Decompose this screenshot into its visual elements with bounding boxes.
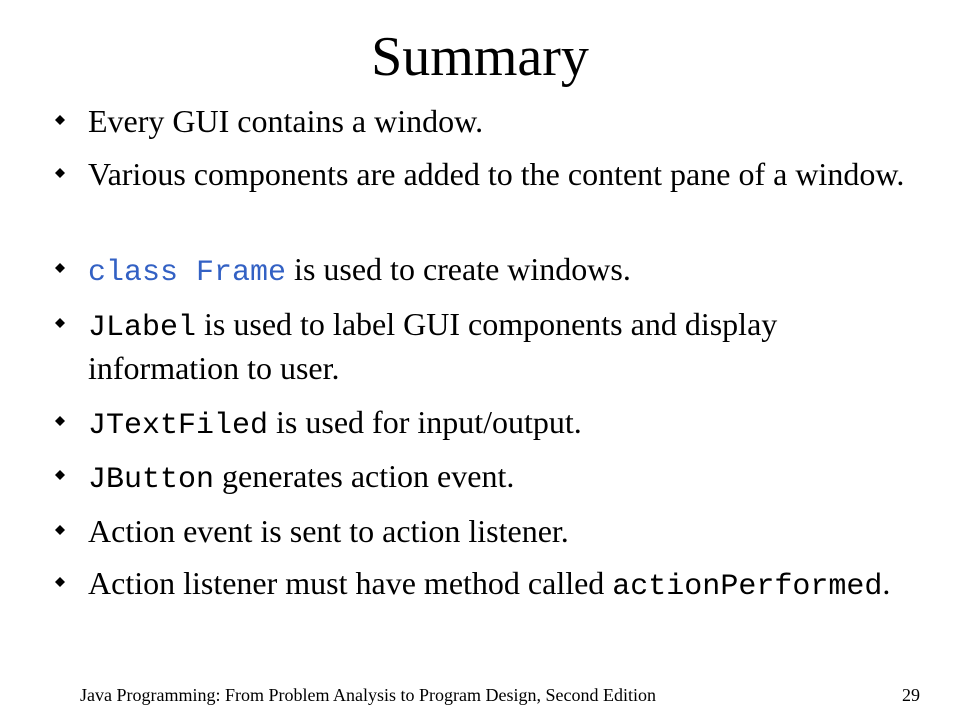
bullet-item (55, 304, 935, 388)
bullet-suffix: . (882, 565, 891, 601)
bullet-text (88, 563, 935, 607)
bullet-label: Every GUI contains a window. (88, 103, 484, 139)
code-keyword: class Frame (88, 256, 287, 290)
diamond-bullet-icon (55, 470, 65, 480)
bullet-label: is used to create windows. (286, 251, 631, 287)
bullet-item (55, 563, 935, 607)
bullet-text (88, 511, 935, 551)
bullet-label: Various components are added to the content pane of a window. (88, 156, 905, 192)
bullet-item (55, 249, 935, 293)
bullet-label: is used to label GUI components and display information to user. (88, 306, 778, 386)
bullet-label: is used for input/output. (268, 404, 582, 440)
bullet-text (88, 154, 935, 194)
diamond-bullet-icon (55, 416, 65, 426)
bullet-text (88, 456, 935, 500)
diamond-bullet-icon (55, 577, 65, 587)
diamond-bullet-icon (55, 115, 65, 125)
code-keyword: actionPerformed (612, 570, 883, 604)
bullet-text (88, 304, 935, 388)
code-keyword: JButton (88, 463, 215, 497)
bullet-text (88, 249, 935, 293)
bullet-item (55, 101, 935, 141)
bullet-text (88, 101, 935, 141)
diamond-bullet-icon (55, 263, 65, 273)
diamond-bullet-icon (55, 168, 65, 178)
diamond-bullet-icon (55, 318, 65, 328)
footer-text: Java Programming: From Problem Analysis to Program Design, Second Edition (80, 685, 656, 705)
bullet-label: Action listener must have method called (88, 565, 613, 601)
bullet-text (88, 402, 935, 446)
bullet-label: generates action event. (214, 458, 515, 494)
bullet-item (55, 511, 935, 551)
page-number: 29 (902, 685, 920, 705)
bullet-item (55, 456, 935, 500)
slide-title: Summary (371, 26, 589, 88)
bullet-item (55, 154, 935, 194)
bullet-item (55, 402, 935, 446)
code-keyword: JTextFiled (88, 409, 269, 443)
bullet-label: Action event is sent to action listener. (88, 513, 569, 549)
diamond-bullet-icon (55, 525, 65, 535)
code-keyword: JLabel (88, 311, 197, 345)
